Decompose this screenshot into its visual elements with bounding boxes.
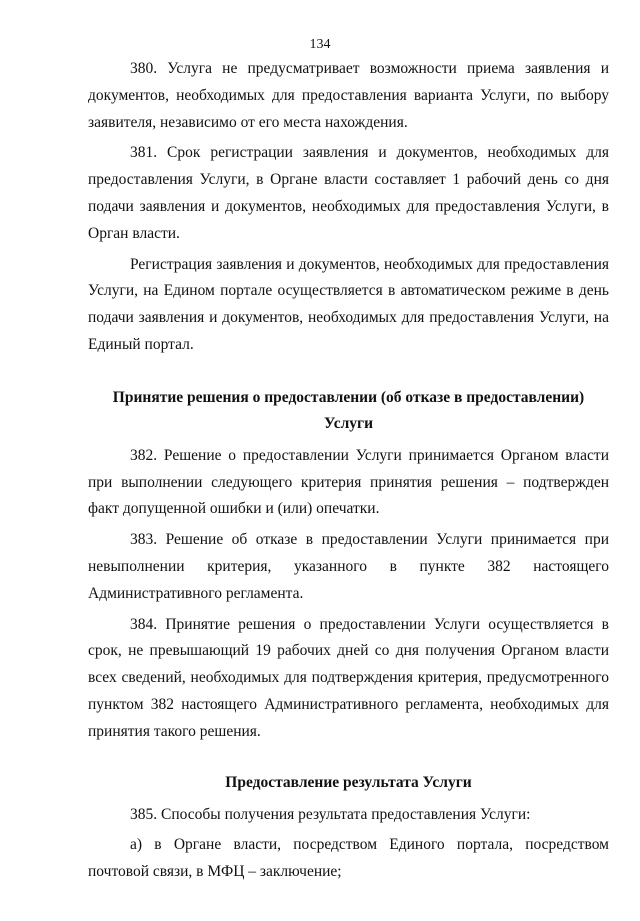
section-heading-result: Предоставление результата Услуги [225,773,472,791]
section-heading-decision: Принятие решения о предоставлении (об отказе в предоставлении) Услуги [112,388,585,432]
paragraph-384: 384. Принятие решения о предоставлении Услуги осуществляется в срок, не превышающий 19 рабочих дней со дня получения Органом власти всех сведений, необходимых для подтверждения критерия, предусмотренного пунктом 382 настоящего Административного регламента, необходимых для принятия такого решения. [88,615,609,740]
paragraph-380: 380. Услуга не предусматривает возможности приема заявления и документов, необходимых для предоставления варианта Услуги, по выбору заявителя, независимо от его места нахождения. [88,60,609,131]
paragraph-385-a: а) в Органе власти, посредством Единого портала, посредством почтовой связи, в МФЦ – заключение; [88,836,609,881]
paragraph-382: 382. Решение о предоставлении Услуги принимается Органом власти при выполнении следующего критерия принятия решения – подтвержден факт допущенной ошибки и (или) опечатки. [88,446,609,518]
paragraph-383: 383. Решение об отказе в предоставлении Услуги принимается при невыполнении критерия, указанного в пункте 382 настоящего Административного регламента. [88,531,609,602]
paragraph-registration-portal: Регистрация заявления и документов, необходимых для предоставления Услуги, на Едином портале осуществляется в автоматическом режиме в день подачи заявления и документов, необходимых для предоставления Услуги, на Единый портал. [88,255,609,353]
paragraph-385: 385. Способы получения результата предоставления Услуги: [130,805,531,823]
paragraph-381: 381. Срок регистрации заявления и документов, необходимых для предоставления Услуги, в Органе власти составляет 1 рабочий день со дня подачи заявления и документов, необходимых для предоставления Услуги, в Орган власти. [88,144,609,242]
document-body [88,56,609,886]
page-number: 134 [309,37,331,52]
